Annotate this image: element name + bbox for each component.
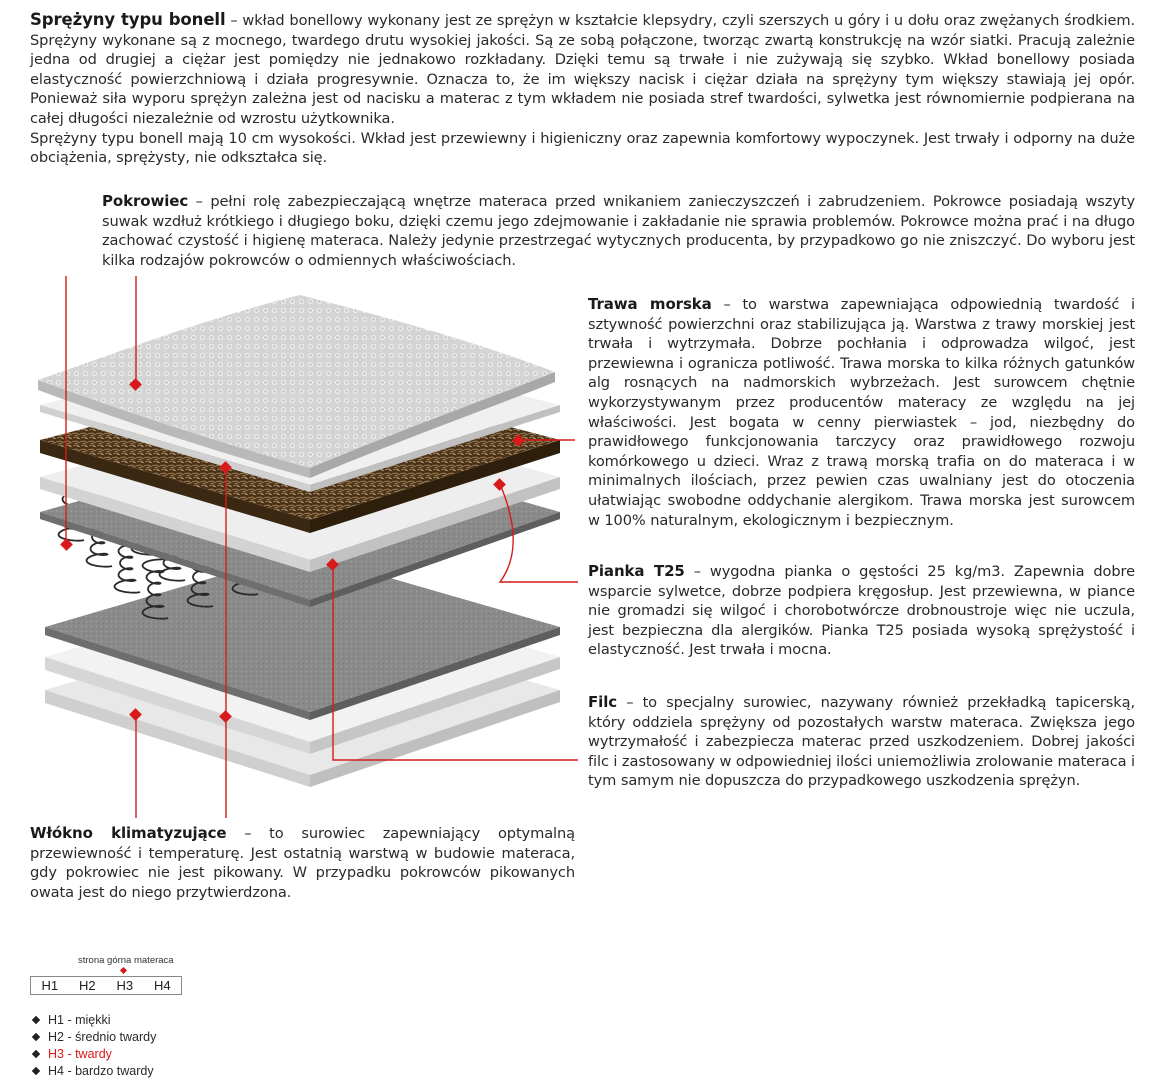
legend-label-h3: H3 - twardy: [48, 1046, 112, 1061]
section-wlokno-title: Włókno klimatyzujące: [30, 824, 227, 842]
diamond-bullet-icon: [32, 1049, 40, 1057]
diamond-bullet-icon: [32, 1032, 40, 1040]
hardness-level-h2: H2: [78, 978, 96, 993]
legend-label-h2: H2 - średnio twardy: [48, 1029, 157, 1044]
section-bonell-text: – wkład bonellowy wykonany jest ze sprężyn w kształcie klepsydry, czyli szerszych u góry i u dołu oraz zwężanych środkiem. Sprężyny wykonane są z mocnego, twardego drutu wysokiej jakości. Są ze sobą połączone, tworząc zwartą konstrukcję na wzór siatki. Pracują zależnie jedna od drugiej a ciężar jest pomiędzy nie jednakowo rozkładany. Dzięki temu są trwałe i nie zużywają się szybko. Wkład bonellowy posiada elastyczność powierzchniową i działa progresywnie. Oznacza to, że im większy nacisk i ciężar działa na sprężyny tym większy stawiają jej opór. Ponieważ siła wyporu sprężyn zależna jest od nacisku a materac z tym wkładem nie posiada stref twardości, sylwetka jest równomiernie podpierana na całej długości niezależnie od wzrostu użytkownika.: [30, 12, 1135, 127]
hardness-level-h3: H3: [116, 978, 134, 993]
legend-item-h3: [33, 1045, 156, 1062]
section-bonell-title: Sprężyny typu bonell: [30, 10, 226, 29]
legend-label-h4: H4 - bardzo twardy: [48, 1063, 154, 1078]
hardness-legend: [33, 1011, 156, 1079]
section-wlokno-text: – to surowiec zapewniający optymalną przewiewność i temperaturę. Jest ostatnią warstwą w budowie materaca, gdy pokrowiec nie jest pikowany. W przypadku pokrowców pikowanych owata jest do niego przytwierdzona.: [30, 825, 576, 901]
hardness-level-h4: H4: [153, 978, 171, 993]
section-pokrowiec-text: – pełni rolę zabezpieczającą wnętrze materaca przed wnikaniem zanieczyszczeń i zabrudzeniem. Pokrowce posiadają wszyty suwak wzdłuż krótkiego i długiego boku, dzięki czemu jego zdejmowanie i zakładanie nie sprawia problemów. Pokrowce można prać i na długo zachować czystość i higienę materaca. Należy jedynie przestrzegać wytycznych producenta, by przypadkowo go nie zniszczyć. Do wyboru jest kilka rodzajów pokrowców o odmiennych właściwościach.: [102, 193, 1135, 269]
hardness-levels: [30, 976, 182, 995]
legend-label-h1: H1 - miękki: [48, 1012, 111, 1027]
section-trawa-text: – to warstwa zapewniająca odpowiednią twardość i sztywność powierzchni oraz stabilizująca ją. Warstwa z trawy morskiej jest trwała i wytrzymała. Dobrze pochłania i odprowadza wilgoć, jest przewiewna i ogranicza potliwość. Trawa morska to kilka różnych gatunków alg rosnących na nadmorskich wybrzeżach. Jest surowcem chętnie wykorzystywanym przez producentów materacy ze względu na jej właściwości. Jest bogata w cenny pierwiastek – jod, niezbędny do prawidłowego funkcjonowania tarczycy oraz prawidłowego rozwoju komórkowego u dzieci. Wraz z trawą morską trafia on do materaca i w minimalnych ilościach, przez pewien czas uwalniany jest do otoczenia ułatwiając swobodne oddychanie alergikom. Trawa morska jest surowcem w 100% naturalnym, ekologicznym i bezpiecznym.: [588, 296, 1135, 529]
section-pianka-text: – wygodna pianka o gęstości 25 kg/m3. Zapewnia dobre wsparcie sylwetce, dobrze podpiera kręgosłup. Jest przewiewna, w piance nie gromadzi się wilgoć i chorobotwórcze drobnoustroje więc nie uczula, jest bezpieczna dla alergików. Pianka T25 posiada wysoką sprężystość i elastyczność. Jest trwała i mocna.: [588, 563, 1135, 659]
section-bonell-text2: Sprężyny typu bonell mają 10 cm wysokości. Wkład jest przewiewny i higieniczny oraz zapewnia komfortowy wypoczynek. Jest trwały i odporny na duże obciążenia, sprężysty, nie odkształca się.: [30, 129, 1135, 167]
legend-item-h2: [33, 1028, 156, 1045]
section-filc-text: – to specjalny surowiec, nazywany również przekładką tapicerską, który oddziela sprężyny od pozostałych warstw materaca. Zwiększa jego wytrzymałość i zabezpiecza materac przed uszkodzeniem. Dobrej jakości filc i zastosowany w odpowiedniej ilości uniemożliwia zrolowanie materaca i tym samym nie dopuszcza do przypadkowego uszkodzenia sprężyn.: [588, 694, 1135, 790]
section-pokrowiec-title: Pokrowiec: [102, 192, 189, 210]
section-filc-title: Filc: [588, 693, 618, 711]
section-pianka-title: Pianka T25: [588, 562, 685, 580]
legend-item-h1: [33, 1011, 156, 1028]
section-trawa-title: Trawa morska: [588, 295, 712, 313]
diamond-bullet-icon: [32, 1015, 40, 1023]
diamond-bullet-icon: [32, 1066, 40, 1074]
legend-item-h4: [33, 1062, 156, 1079]
hardness-top-label: strona górna materaca: [78, 955, 174, 966]
hardness-level-h1: H1: [41, 978, 59, 993]
